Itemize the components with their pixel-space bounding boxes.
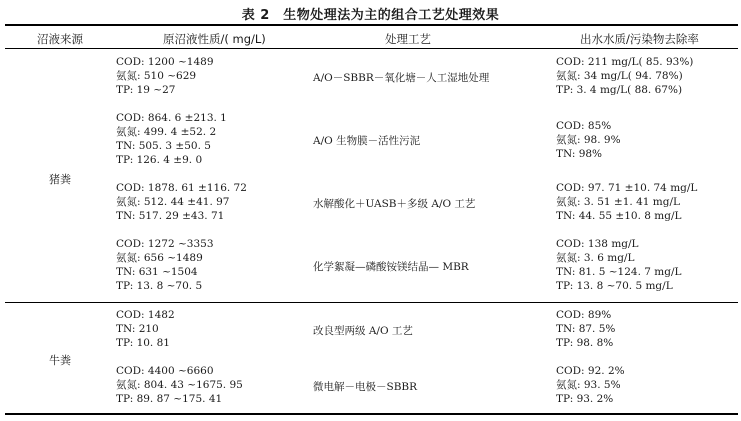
header-source: 沼液来源 xyxy=(37,32,83,46)
process-cell: 化学絮凝—磷酸铵镁结晶— MBR xyxy=(313,261,469,273)
process-cell: 改良型两级 A/O 工艺 xyxy=(313,325,413,337)
header-effluent: 出水水质/污染物去除率 xyxy=(580,32,699,46)
effluent-cell: COD: 85% 氨氮: 98. 9% TN: 98% xyxy=(556,120,621,160)
top-rule xyxy=(5,24,738,26)
source-label: 牛粪 xyxy=(49,354,71,367)
effluent-cell: COD: 89% TN: 87. 5% TP: 98. 8% xyxy=(556,309,616,349)
quality-cell: COD: 1200 ~1489 氨氮: 510 ~629 TP: 19 ~27 xyxy=(116,56,214,96)
quality-cell: COD: 1482 TN: 210 TP: 10. 81 xyxy=(116,309,175,349)
effluent-cell: COD: 97. 71 ±10. 74 mg/L 氨氮: 3. 51 ±1. 41 mg/L TN: 44. 55 ±10. 8 mg/L xyxy=(556,182,698,222)
process-cell: 水解酸化＋UASB＋多级 A/O 工艺 xyxy=(313,198,476,210)
effluent-cell: COD: 211 mg/L( 85. 93%) 氨氮: 34 mg/L( 94. 78%) TP: 3. 4 mg/L( 88. 67%) xyxy=(556,56,694,96)
bottom-rule xyxy=(5,413,738,415)
effluent-cell: COD: 92. 2% 氨氮: 93. 5% TP: 93. 2% xyxy=(556,365,625,405)
header-rule xyxy=(5,48,738,49)
quality-cell: COD: 4400 ~6660 氨氮: 804. 43 ~1675. 95 TP: 89. 87 ~175. 41 xyxy=(116,365,243,405)
process-cell: A/O 生物膜－活性污泥 xyxy=(313,135,421,147)
quality-cell: COD: 1878. 61 ±116. 72 氨氮: 512. 44 ±41. 97 TN: 517. 29 ±43. 71 xyxy=(116,182,247,222)
table-caption: 表 2 生物处理法为主的组合工艺处理效果 xyxy=(241,8,500,23)
source-label: 猪粪 xyxy=(49,173,71,186)
quality-cell: COD: 864. 6 ±213. 1 氨氮: 499. 4 ±52. 2 TN: 505. 3 ±50. 5 TP: 126. 4 ±9. 0 xyxy=(116,112,227,166)
header-quality: 原沼液性质/( mg/L) xyxy=(163,32,266,46)
header-process: 处理工艺 xyxy=(385,32,431,46)
effluent-cell: COD: 138 mg/L 氨氮: 3. 6 mg/L TN: 81. 5 ~124. 7 mg/L TP: 13. 8 ~70. 5 mg/L xyxy=(556,238,682,292)
process-cell: 微电解－电极－SBBR xyxy=(313,381,418,393)
group-rule xyxy=(5,302,738,303)
process-cell: A/O－SBBR－氧化塘－人工湿地处理 xyxy=(313,72,490,84)
quality-cell: COD: 1272 ~3353 氨氮: 656 ~1489 TN: 631 ~1504 TP: 13. 8 ~70. 5 xyxy=(116,238,214,292)
